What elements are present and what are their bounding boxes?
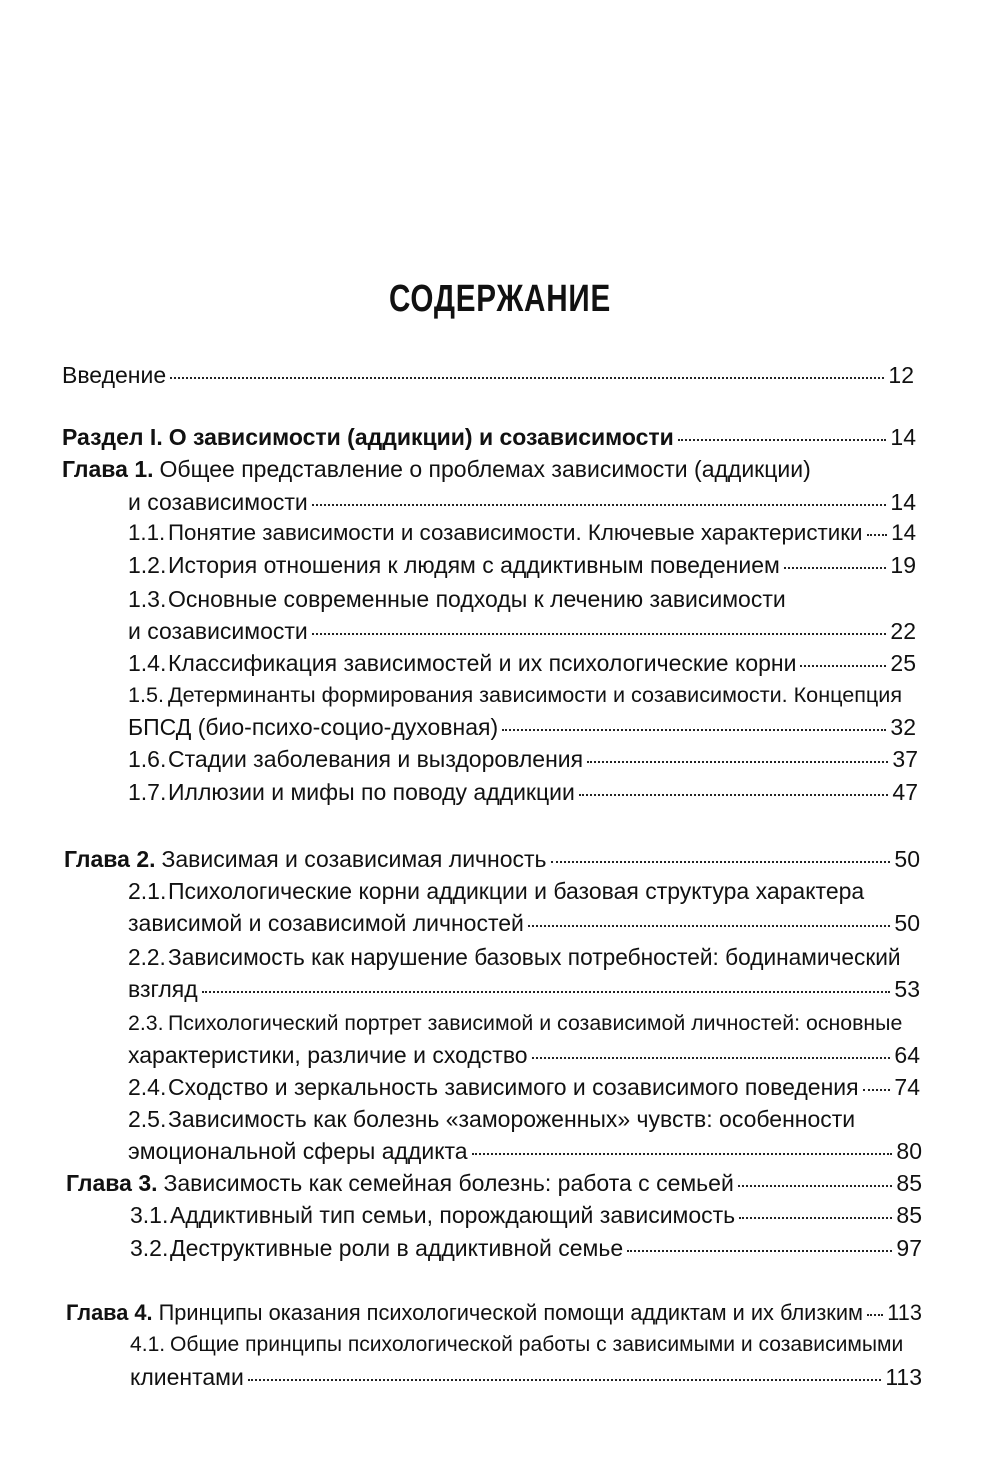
page-number: 50 (894, 910, 920, 936)
entry-title: Сходство и зеркальность зависимого и созависимого поведения (168, 1074, 859, 1100)
entry-title: Психологический портрет зависимой и созависимой личностей: основные (168, 1011, 903, 1035)
dot-leader (867, 534, 888, 536)
page-number: 53 (894, 976, 920, 1002)
page-number: 14 (890, 489, 916, 515)
page-number: 14 (891, 520, 916, 545)
entry-title: Понятие зависимости и созависимости. Ключевые характеристики (168, 520, 863, 545)
dot-leader (248, 1379, 882, 1381)
entry-title-cont: взгляд (128, 976, 198, 1002)
page-number: 85 (896, 1202, 922, 1228)
page-number: 32 (890, 714, 916, 740)
toc-entry-2-2[interactable] (128, 940, 901, 974)
toc-entry-2-4[interactable] (128, 1070, 920, 1104)
dot-leader (579, 794, 889, 796)
dot-leader (800, 665, 886, 667)
entry-title: Детерминанты формирования зависимости и созависимости. Концепция (168, 682, 903, 707)
page-number: 37 (892, 746, 918, 772)
dot-leader (678, 439, 887, 441)
toc-entry-2-5[interactable] (128, 1102, 855, 1136)
section-number: 2.1. (128, 878, 167, 904)
page-number: 25 (890, 650, 916, 676)
section-number: 1.1. (128, 520, 166, 545)
toc-entry-1-4[interactable] (128, 646, 916, 680)
entry-label: Раздел I. (62, 424, 163, 450)
toc-entry-1-5[interactable] (128, 678, 902, 712)
entry-title: Введение (62, 362, 167, 388)
page-number: 97 (896, 1235, 922, 1261)
toc-entry-chapter-1[interactable] (62, 452, 811, 486)
page-number: 64 (894, 1042, 920, 1068)
section-number: 1.4. (128, 650, 167, 676)
toc-entry-chapter-4[interactable] (66, 1296, 922, 1330)
entry-title: Классификация зависимостей и их психологические корни (168, 650, 797, 676)
toc-entry-1-1[interactable] (128, 516, 916, 550)
dot-leader (784, 567, 887, 569)
page-number: 50 (894, 846, 920, 872)
section-number: 2.2. (128, 944, 166, 970)
page-number: 80 (896, 1138, 922, 1164)
section-number: 3.2. (130, 1235, 169, 1261)
toc-entry-2-1-cont[interactable] (128, 906, 920, 940)
dot-leader (627, 1250, 892, 1252)
toc-entry-4-1[interactable] (130, 1328, 903, 1362)
page-number: 47 (892, 779, 918, 805)
toc-entry-chapter-3[interactable] (66, 1166, 922, 1200)
entry-title: Зависимая и созависимая личность (161, 846, 547, 872)
entry-title-cont: клиентами (130, 1364, 244, 1390)
page-number: 74 (894, 1074, 920, 1100)
entry-title: Иллюзии и мифы по поводу аддикции (168, 779, 575, 805)
toc-entry-3-1[interactable] (130, 1198, 922, 1232)
entry-title: Психологические корни аддикции и базовая структура характера (168, 878, 865, 904)
dot-leader (312, 633, 887, 635)
toc-entry-1-6[interactable] (128, 742, 918, 776)
toc-entry-1-3[interactable] (128, 582, 786, 616)
dot-leader (532, 1057, 891, 1059)
entry-title-cont: эмоциональной сферы аддикта (128, 1138, 468, 1164)
entry-title: Общие принципы психологической работы с зависимыми и созависимыми (170, 1333, 904, 1356)
section-number: 1.7. (128, 779, 167, 805)
toc-entry-2-3[interactable] (128, 1006, 902, 1040)
toc-entry-intro[interactable] (62, 358, 914, 392)
dot-leader (502, 729, 886, 731)
toc-entry-chapter-2[interactable] (64, 842, 920, 876)
entry-label: Глава 1. (62, 456, 154, 482)
entry-title: Зависимость как болезнь «замороженных» чувств: особенности (168, 1106, 856, 1132)
dot-leader (170, 377, 884, 379)
page-number: 19 (890, 552, 916, 578)
page-number: 85 (896, 1170, 922, 1196)
page-number: 113 (885, 1364, 922, 1390)
entry-label: Глава 2. (64, 846, 156, 872)
toc-entry-2-2-cont[interactable] (128, 972, 920, 1006)
section-number: 1.3. (128, 586, 167, 612)
dot-leader (863, 1089, 891, 1091)
entry-title: Стадии заболевания и выздоровления (168, 746, 584, 772)
toc-entry-2-3-cont[interactable] (128, 1038, 920, 1072)
entry-title: Аддиктивный тип семьи, порождающий зависимость (170, 1202, 736, 1228)
section-number: 2.4. (128, 1074, 167, 1100)
entry-title: О зависимости (аддикции) и созависимости (168, 424, 674, 450)
toc-entry-2-5-cont[interactable] (128, 1134, 922, 1168)
dot-leader (472, 1153, 893, 1155)
section-number: 3.1. (130, 1202, 169, 1228)
toc-entry-2-1[interactable] (128, 874, 864, 908)
page-title: СОДЕРЖАНИЕ (388, 278, 612, 320)
dot-leader (738, 1185, 893, 1187)
entry-title: Зависимость как семейная болезнь: работа с семьей (163, 1170, 734, 1196)
entry-title-cont: и созависимости (128, 618, 308, 644)
section-number: 1.2. (128, 552, 167, 578)
entry-title-cont: зависимой и созависимой личностей (128, 910, 524, 936)
section-number: 2.3. (128, 1011, 164, 1035)
page-number: 113 (887, 1300, 922, 1325)
toc-entry-1-3-cont[interactable] (128, 614, 916, 648)
dot-leader (312, 504, 887, 506)
dot-leader (739, 1217, 892, 1219)
entry-title: История отношения к людям с аддиктивным поведением (168, 552, 780, 578)
entry-title: Основные современные подходы к лечению зависимости (168, 586, 786, 612)
toc-entry-1-5-cont[interactable] (128, 710, 916, 744)
page-number: 22 (890, 618, 916, 644)
entry-label: Глава 4. (66, 1300, 153, 1325)
entry-title: Деструктивные роли в аддиктивной семье (170, 1235, 624, 1261)
dot-leader (587, 761, 888, 763)
entry-title: Принципы оказания психологической помощи аддиктам и их близким (158, 1300, 863, 1325)
entry-title-cont: характеристики, различие и сходство (128, 1042, 528, 1068)
toc-entry-1-7[interactable] (128, 775, 918, 809)
entry-title-cont: и созависимости (128, 489, 308, 515)
dot-leader (867, 1314, 883, 1316)
toc-entry-3-2[interactable] (130, 1231, 922, 1265)
section-number: 2.5. (128, 1106, 167, 1132)
toc-entry-part-1[interactable] (62, 420, 916, 454)
section-number: 4.1. (130, 1333, 166, 1356)
toc-entry-chapter-1-cont[interactable] (128, 485, 916, 519)
dot-leader (528, 925, 891, 927)
toc-entry-1-2[interactable] (128, 548, 916, 582)
toc-entry-4-1-cont[interactable] (130, 1360, 922, 1394)
page-number: 14 (890, 424, 916, 450)
entry-label: Глава 3. (66, 1170, 158, 1196)
dot-leader (551, 861, 891, 863)
entry-title: Общее представление о проблемах зависимости (аддикции) (159, 456, 811, 482)
dot-leader (202, 991, 891, 993)
entry-title: Зависимость как нарушение базовых потребностей: бодинамический (168, 944, 901, 970)
section-number: 1.5. (128, 682, 164, 707)
entry-title-cont: БПСД (био-психо-социо-духовная) (128, 714, 499, 740)
page-number: 12 (888, 362, 914, 388)
section-number: 1.6. (128, 746, 167, 772)
